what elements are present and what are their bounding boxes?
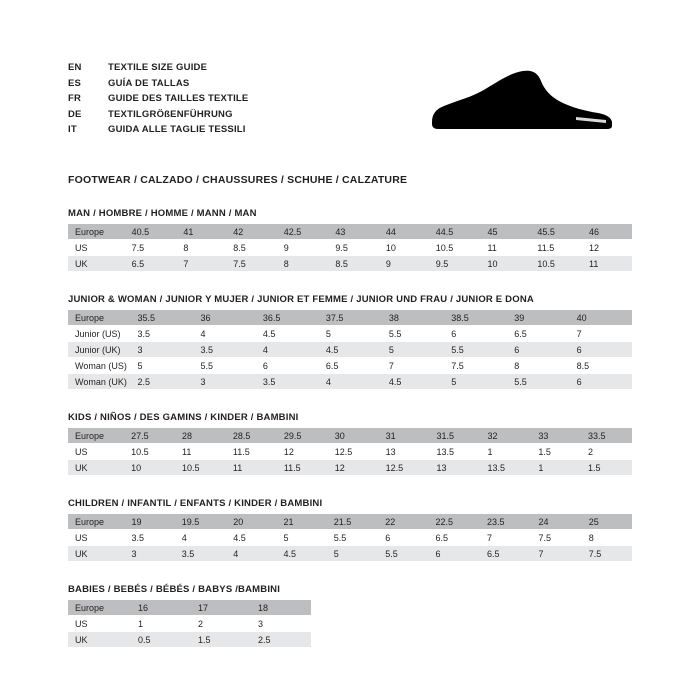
cell: 24 [531, 514, 581, 530]
cell: 6 [570, 374, 632, 390]
language-title-list [68, 62, 248, 140]
cell: 3.5 [130, 326, 193, 342]
cell: 27.5 [124, 428, 175, 444]
cell: 12 [328, 460, 379, 476]
cell: 33 [531, 428, 581, 444]
cell: 5.5 [382, 326, 444, 342]
table-row [68, 224, 632, 240]
cell: 1.5 [191, 632, 251, 648]
cell: 4.5 [319, 342, 382, 358]
cell: 7 [570, 326, 632, 342]
size-block-children [68, 498, 632, 562]
row-label: US [68, 240, 125, 256]
cell: 35.5 [130, 310, 193, 326]
cell: 13.5 [430, 444, 481, 460]
cell: 41 [176, 224, 226, 240]
size-table-kids [68, 428, 632, 476]
cell: 30 [328, 428, 379, 444]
cell: 7.5 [531, 530, 581, 546]
size-table-children [68, 514, 632, 562]
cell: 42 [226, 224, 276, 240]
cell: 8 [582, 530, 632, 546]
cell: 31 [379, 428, 430, 444]
cell: 42.5 [277, 224, 329, 240]
table-row [68, 444, 632, 460]
cell: 18 [251, 600, 311, 616]
cell: 5.5 [444, 342, 507, 358]
row-label: Europe [68, 600, 131, 616]
cell: 43 [328, 224, 378, 240]
size-block-man [68, 208, 632, 272]
cell: 4.5 [256, 326, 319, 342]
cell: 40.5 [125, 224, 177, 240]
cell: 7.5 [582, 546, 632, 562]
language-title-list-body [68, 62, 248, 140]
block-title: JUNIOR & WOMAN / JUNIOR Y MUJER / JUNIOR ET FEMME / JUNIOR UND FRAU / JUNIOR E DONA [68, 294, 534, 305]
cell: 9 [277, 240, 329, 256]
cell: 6.5 [125, 256, 177, 272]
cell: 21.5 [327, 514, 378, 530]
cell: 8.5 [226, 240, 276, 256]
cell: 4 [319, 374, 382, 390]
row-label: UK [68, 632, 131, 648]
cell: 21 [277, 514, 327, 530]
table-row [68, 342, 632, 358]
table-row [68, 514, 632, 530]
row-label: US [68, 530, 125, 546]
language-row [68, 109, 248, 125]
cell: 5 [130, 358, 193, 374]
row-label: Junior (US) [68, 326, 130, 342]
table-row [68, 428, 632, 444]
cell: 8 [507, 358, 569, 374]
cell: 10.5 [124, 444, 175, 460]
language-code: EN [68, 62, 82, 73]
language-title: GUÍA DE TALLAS [108, 77, 190, 89]
cell: 12.5 [379, 460, 430, 476]
cell: 1 [480, 444, 531, 460]
size-block-babies [68, 584, 632, 648]
language-row [68, 124, 248, 140]
cell: 12.5 [328, 444, 379, 460]
cell: 7 [382, 358, 444, 374]
size-table-body [68, 224, 632, 272]
cell: 19 [125, 514, 175, 530]
table-row [68, 632, 311, 648]
language-code: FR [68, 93, 82, 104]
table-row [68, 374, 632, 390]
cell: 3.5 [175, 546, 226, 562]
cell: 44.5 [429, 224, 481, 240]
language-row [68, 62, 248, 78]
cell: 12 [582, 240, 632, 256]
cell: 4 [193, 326, 255, 342]
size-block-junior-woman [68, 294, 632, 390]
cell: 5.5 [327, 530, 378, 546]
cell: 8 [277, 256, 329, 272]
cell: 3 [193, 374, 255, 390]
language-code: ES [68, 77, 82, 89]
row-label: UK [68, 460, 124, 476]
cell: 6.5 [319, 358, 382, 374]
cell: 6.5 [429, 530, 480, 546]
cell: 7 [531, 546, 581, 562]
table-row [68, 546, 632, 562]
cell: 4 [175, 530, 226, 546]
document-header [68, 62, 632, 158]
cell: 10 [379, 240, 429, 256]
cell: 8.5 [570, 358, 632, 374]
cell: 6 [256, 358, 319, 374]
cell: 9.5 [429, 256, 481, 272]
cell: 4.5 [382, 374, 444, 390]
table-row [68, 326, 632, 342]
size-table-body [68, 428, 632, 476]
cell: 9.5 [328, 240, 378, 256]
cell: 11 [175, 444, 226, 460]
cell: 7.5 [444, 358, 507, 374]
size-table-body [68, 514, 632, 562]
cell: 22.5 [429, 514, 480, 530]
cell: 8.5 [328, 256, 378, 272]
cell: 31.5 [430, 428, 481, 444]
cell: 2 [581, 444, 632, 460]
cell: 6 [570, 342, 632, 358]
cell: 1 [531, 460, 581, 476]
cell: 0.5 [131, 632, 191, 648]
cell: 39 [507, 310, 569, 326]
cell: 2.5 [251, 632, 311, 648]
cell: 5 [382, 342, 444, 358]
row-label: Woman (US) [68, 358, 130, 374]
cell: 5 [319, 326, 382, 342]
cell: 28.5 [226, 428, 277, 444]
cell: 6.5 [480, 546, 531, 562]
cell: 11.5 [277, 460, 328, 476]
table-row [68, 616, 311, 632]
cell: 11 [226, 460, 277, 476]
cell: 23.5 [480, 514, 531, 530]
footwear-section-heading: FOOTWEAR / CALZADO / CHAUSSURES / SCHUHE / CALZATURE [68, 174, 408, 186]
cell: 13 [430, 460, 481, 476]
cell: 38.5 [444, 310, 507, 326]
table-row [68, 240, 632, 256]
cell: 6 [444, 326, 507, 342]
cell: 10.5 [530, 256, 582, 272]
cell: 29.5 [277, 428, 328, 444]
language-code: DE [68, 108, 82, 120]
cell: 11.5 [530, 240, 582, 256]
table-row [68, 530, 632, 546]
cell: 10.5 [175, 460, 226, 476]
size-table-body [68, 310, 632, 390]
cell: 3.5 [193, 342, 255, 358]
row-label: UK [68, 256, 125, 272]
size-block-kids [68, 412, 632, 476]
cell: 28 [175, 428, 226, 444]
cell: 33.5 [581, 428, 632, 444]
row-label: US [68, 444, 124, 460]
cell: 38 [382, 310, 444, 326]
cell: 3 [130, 342, 193, 358]
cell: 5.5 [507, 374, 569, 390]
cell: 20 [226, 514, 276, 530]
cell: 5 [444, 374, 507, 390]
block-title: CHILDREN / INFANTIL / ENFANTS / KINDER / BAMBINI [68, 498, 323, 509]
cell: 16 [131, 600, 191, 616]
cell: 4.5 [277, 546, 327, 562]
table-row [68, 310, 632, 326]
cell: 1.5 [531, 444, 581, 460]
language-row [68, 78, 248, 94]
cell: 32 [480, 428, 531, 444]
cell: 7 [480, 530, 531, 546]
table-row [68, 358, 632, 374]
cell: 46 [582, 224, 632, 240]
size-table-junior-woman [68, 310, 632, 390]
cell: 6 [378, 530, 428, 546]
block-title: BABIES / BEBÉS / BÉBÉS / BABYS /BAMBINI [68, 584, 281, 595]
language-title: GUIDA ALLE TAGLIE TESSILI [108, 124, 246, 135]
cell: 8 [176, 240, 226, 256]
table-row [68, 460, 632, 476]
cell: 4.5 [226, 530, 276, 546]
cell: 10 [480, 256, 530, 272]
cell: 45 [480, 224, 530, 240]
cell: 2 [191, 616, 251, 632]
cell: 5.5 [193, 358, 255, 374]
language-code: IT [68, 124, 77, 135]
cell: 5 [277, 530, 327, 546]
cell: 4 [226, 546, 276, 562]
row-label: Europe [68, 224, 125, 240]
size-table-body [68, 600, 311, 648]
cell: 1 [131, 616, 191, 632]
language-title: TEXTILGRÖßENFÜHRUNG [108, 108, 233, 120]
cell: 11.5 [226, 444, 277, 460]
cell: 36.5 [256, 310, 319, 326]
cell: 44 [379, 224, 429, 240]
cell: 3.5 [256, 374, 319, 390]
cell: 7 [176, 256, 226, 272]
cell: 1.5 [581, 460, 632, 476]
cell: 25 [582, 514, 632, 530]
cell: 40 [570, 310, 632, 326]
cell: 36 [193, 310, 255, 326]
row-label: Europe [68, 428, 124, 444]
cell: 3 [125, 546, 175, 562]
row-label: Europe [68, 514, 125, 530]
cell: 7.5 [125, 240, 177, 256]
row-label: Europe [68, 310, 130, 326]
block-title: MAN / HOMBRE / HOMME / MANN / MAN [68, 208, 257, 219]
cell: 13 [379, 444, 430, 460]
row-label: UK [68, 546, 125, 562]
dress-shoe-icon [426, 68, 616, 134]
cell: 10 [124, 460, 175, 476]
cell: 19.5 [175, 514, 226, 530]
language-title: GUIDE DES TAILLES TEXTILE [108, 93, 249, 104]
row-label: US [68, 616, 131, 632]
table-row [68, 600, 311, 616]
row-label: Woman (UK) [68, 374, 130, 390]
cell: 11 [480, 240, 530, 256]
size-table-man [68, 224, 632, 272]
row-label: Junior (UK) [68, 342, 130, 358]
cell: 5 [327, 546, 378, 562]
cell: 9 [379, 256, 429, 272]
cell: 37.5 [319, 310, 382, 326]
cell: 45.5 [530, 224, 582, 240]
block-title: KIDS / NIÑOS / DES GAMINS / KINDER / BAMBINI [68, 412, 299, 423]
cell: 6 [429, 546, 480, 562]
cell: 2.5 [130, 374, 193, 390]
cell: 4 [256, 342, 319, 358]
cell: 10.5 [429, 240, 481, 256]
table-row [68, 256, 632, 272]
language-row [68, 93, 248, 109]
cell: 3 [251, 616, 311, 632]
cell: 3.5 [125, 530, 175, 546]
cell: 17 [191, 600, 251, 616]
language-title: TEXTILE SIZE GUIDE [108, 62, 208, 73]
cell: 6.5 [507, 326, 569, 342]
cell: 5.5 [378, 546, 428, 562]
cell: 11 [582, 256, 632, 272]
cell: 6 [507, 342, 569, 358]
cell: 13.5 [480, 460, 531, 476]
cell: 7.5 [226, 256, 276, 272]
size-table-babies [68, 600, 311, 648]
cell: 22 [378, 514, 428, 530]
cell: 12 [277, 444, 328, 460]
